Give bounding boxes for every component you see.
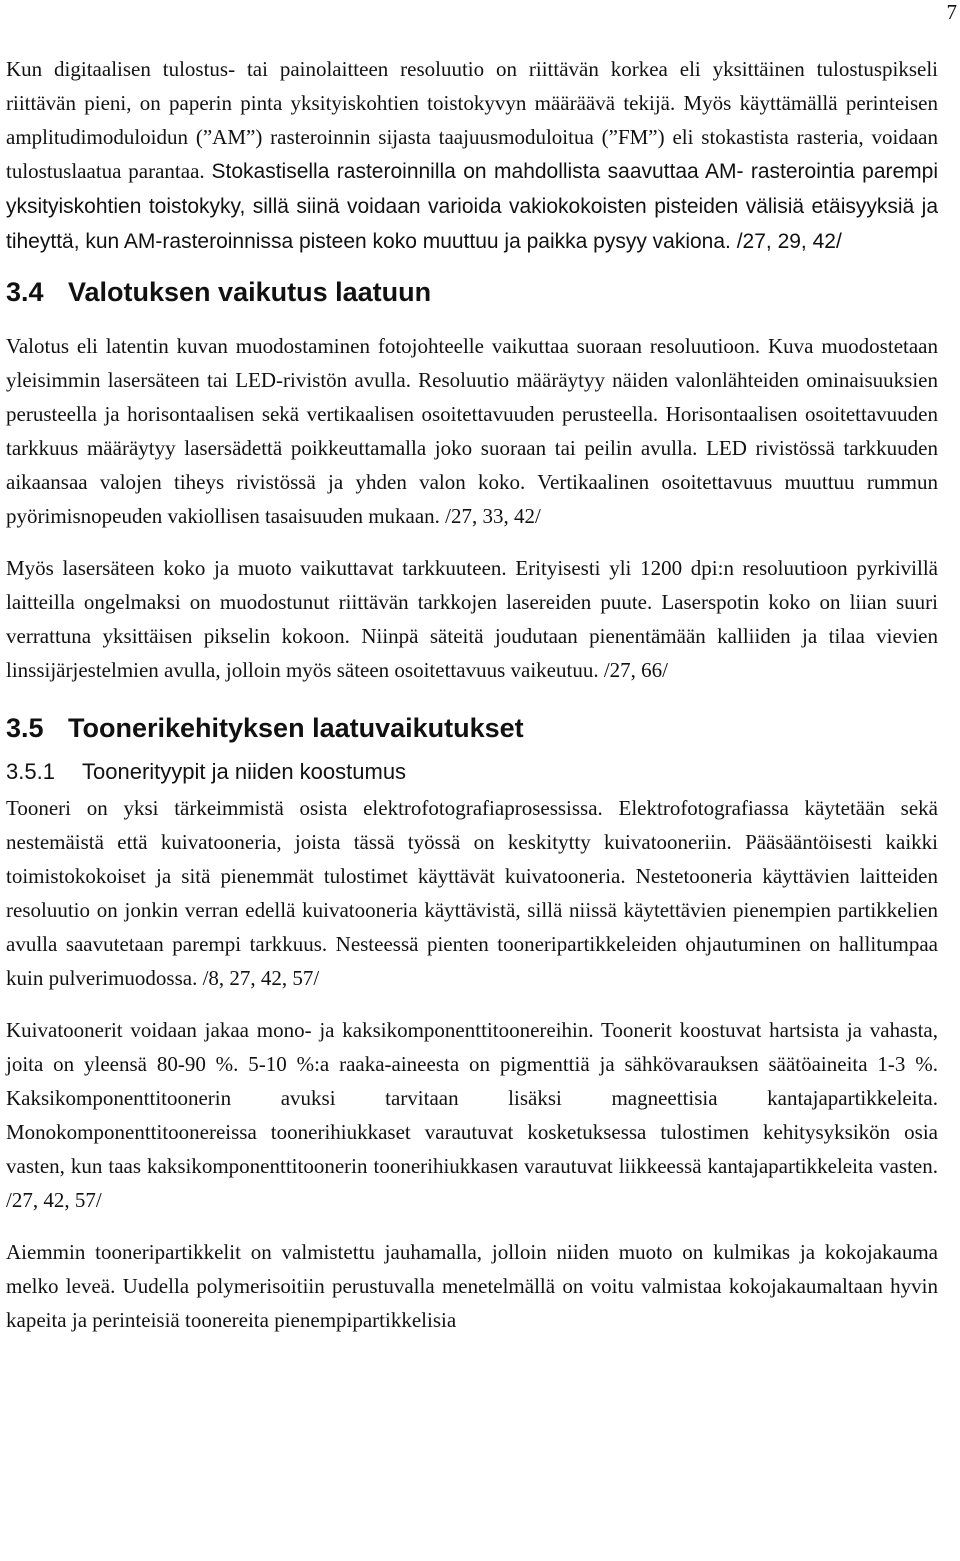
intro-paragraph [6, 52, 938, 259]
intro-sentences-sans: Stokastisella rasteroinnilla on mahdollista saavuttaa AM- rasterointia parempi yksityiskohtien toistokyky, sillä siinä voidaan varioida vakiokokoisten pisteiden välisiä etäisyyksiä ja tiheyttä, kun AM-rasteroinnissa pisteen koko muuttuu ja paikka pysyy vakiona. /27, 29, 42/ [6, 160, 939, 253]
page-number: 7 [946, 0, 957, 24]
intro-sentences-serif: Kun digitaalisen tulostus- tai painolaitteen resoluutio on riittävän korkea eli yksittäinen tulostuspikseli riittävän pieni, on paperin pinta yksityiskohtien toistokyvyn määräävä tekijä. Myös käyttämällä perinteisen amplitudimoduloidun (”AM”) rasteroinnin sijasta taajuusmoduloitua (”FM”) eli stokastista rasteria, voidaan tulostuslaatua parantaa. [6, 57, 938, 183]
section-number: 3.5 [6, 713, 44, 743]
paragraph-tooneri-3: Aiemmin tooneripartikkelit on valmistettu jauhamalla, jolloin niiden muoto on kulmikas ja kokojakauma melko leveä. Uudella polymerisoitiin perustuvalla menetelmällä on voitu valmistaa kokojakaumaltaan hyvin kapeita ja perinteisiä toonereita pienempipartikkelisia [6, 1240, 938, 1332]
subsection-title: Toonerityypit ja niiden koostumus [82, 759, 407, 784]
section-title: Toonerikehityksen laatuvaikutukset [68, 713, 524, 743]
section-heading-3-5 [6, 711, 938, 745]
section-number: 3.4 [6, 277, 44, 307]
paragraph-tooneri-1: Tooneri on yksi tärkeimmistä osista elektrofotografiaprosessissa. Elektrofotografiassa käytetään sekä nestemäistä että kuivatooneria, joista tässä työssä on keskitytty kuivatooneriin. Pääsääntöisesti kaikki toimistokokoiset ja sitä pienemmät tulostimet käyttävät kuivatooneria. Nestetooneria käyttävien laitteiden resoluutio on jonkin verran edellä kuivatooneria käyttävistä, sillä niissä käytettävien pienempien partikkelien avulla saavutetaan parempi tarkkuus. Nesteessä pienten tooneripartikkeleiden ohjautuminen on hallitumpaa kuin pulverimuodossa. /8, 27, 42, 57/ [6, 796, 938, 990]
paragraph-tooneri-2: Kuivatoonerit voidaan jakaa mono- ja kaksikomponenttitoonereihin. Toonerit koostuvat hartsista ja vahasta, joita on yleensä 80-90 %. 5-10 %:a raaka-aineesta on pigmenttiä ja sähkövarauksen säätöaineita 1-3 %. Kaksikomponenttitoonerin avuksi tarvitaan lisäksi magneettisia kantajapartikkeleita. Monokomponenttitoonereissa toonerihiukkaset varautuvat kosketuksessa tulostimen kehitysyksikön osia vasten, kun taas kaksikomponenttitoonerin toonerihiukkasen varautuvat liikkeessä kantajapartikkeleita vasten. /27, 42, 57/ [6, 1018, 938, 1212]
paragraph-valotus-2: Myös lasersäteen koko ja muoto vaikuttavat tarkkuuteen. Erityisesti yli 1200 dpi:n resoluutioon pyrkivillä laitteilla ongelmaksi on muodostunut riittävän tarkkojen lasereiden puute. Laserspotin koko on liian suuri verrattuna yksittäisen pikselin kokoon. Niinpä säteitä joudutaan pienentämään kalliiden ja tilaa vievien linssijärjestelmien avulla, jolloin myös säteen osoitettavuus vaikeutuu. /27, 66/ [6, 556, 938, 682]
section-heading-3-4 [6, 275, 938, 309]
subsection-number: 3.5.1 [6, 759, 55, 784]
subsection-heading-3-5-1 [6, 757, 938, 787]
section-title: Valotuksen vaikutus laatuun [68, 277, 432, 307]
paragraph-valotus-1: Valotus eli latentin kuvan muodostaminen fotojohteelle vaikuttaa suoraan resoluutioon. Kuva muodostetaan yleisimmin lasersäteen tai LED-rivistön avulla. Resoluutio määräytyy näiden valonlähteiden ominaisuuksien perusteella ja horisontaalisen sekä vertikaalisen osoitettavuuden perusteella. Horisontaalisen osoitettavuuden tarkkuus määräytyy lasersädettä poikkeuttamalla joko suoraan tai peilin avulla. LED rivistössä tarkkuuden aikaansaa valojen tiheys rivistössä ja yhden valon koko. Vertikaalinen osoitettavuus muuttuu rummun pyörimisnopeuden vakiollisen tasaisuuden mukaan. /27, 33, 42/ [6, 334, 938, 528]
